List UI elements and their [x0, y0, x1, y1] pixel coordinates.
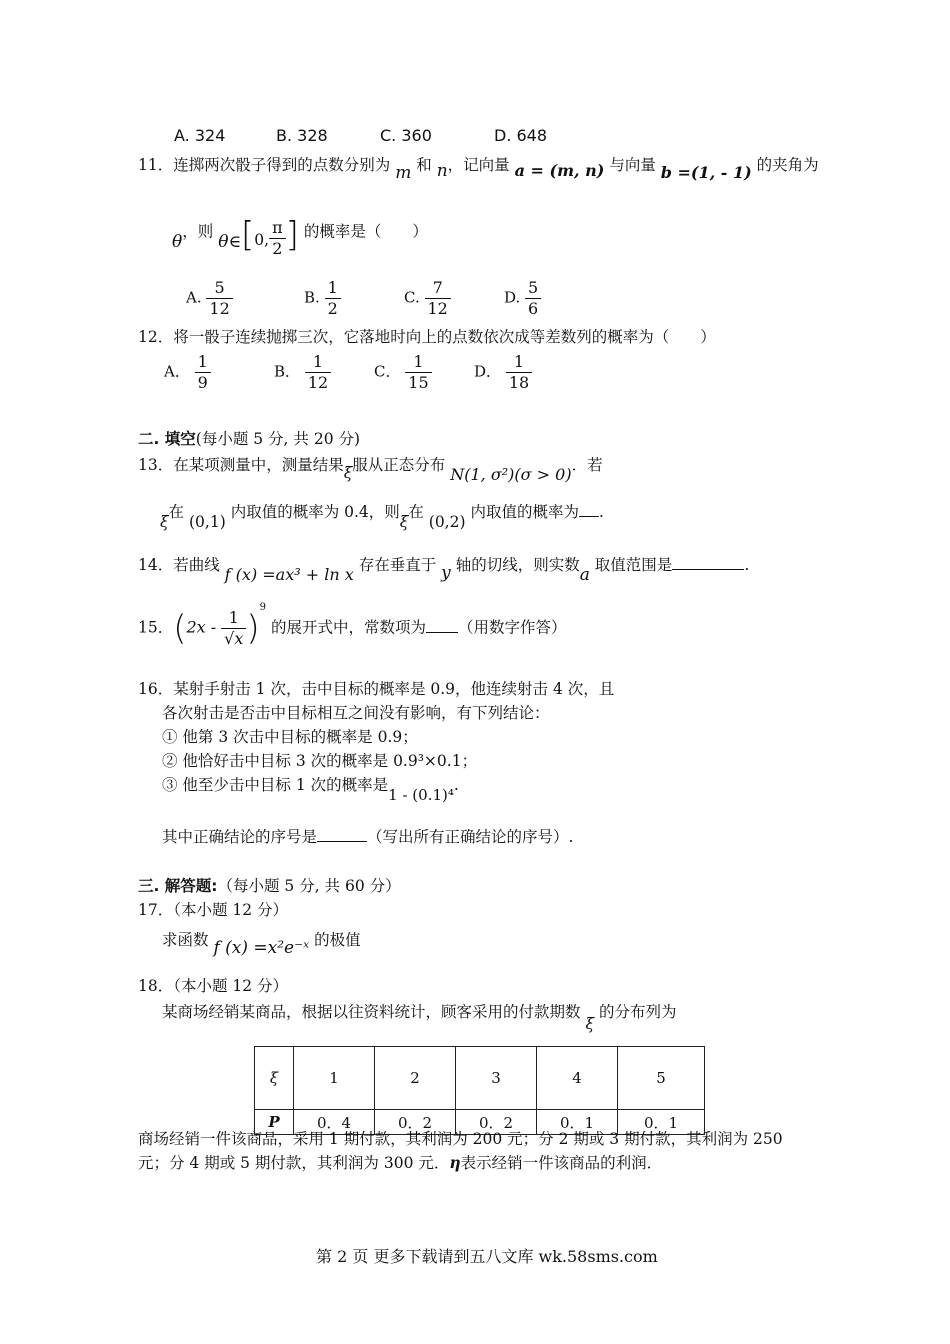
table-cell: 0．2 [375, 1110, 456, 1135]
q12-option-b: B． $\frac{1}{12}$ [274, 352, 331, 393]
q11-line2: θ，则 θ∈[0, $\frac{\pi}{2}$ ] 的概率是（ ） [172, 214, 428, 258]
q18-line1: 某商场经销某商品，根据以往资料统计，顾客采用的付款期数 ξ 的分布列为 [162, 1003, 677, 1033]
q14-question: 14．若曲线 f (x) =ax³ + ln x 存在垂直于 y 轴的切线，则实数a 取值范围是 . [138, 556, 750, 585]
table-header-cell: 1 [294, 1047, 375, 1110]
table-cell: 0．2 [456, 1110, 537, 1135]
table-header-cell: 4 [537, 1047, 618, 1110]
q16-conclusion-2: ② 他恰好击中目标 3 次的概率是 0.9³×0.1； [162, 752, 478, 770]
q10-option-d: D. 648 [494, 126, 548, 145]
table-row [255, 1047, 705, 1110]
q16-answer-line: 其中正确结论的序号是 （写出所有正确结论的序号）. [162, 828, 574, 846]
q18-after-line2: 元；分 4 期或 5 期付款，其利润为 300 元．η表示经销一件该商品的利润． [138, 1153, 663, 1172]
q12-question: 12．将一骰子连续抛掷三次，它落地时向上的点数依次成等差数列的概率为（ ） [138, 328, 716, 346]
q16-line1: 16．某射手射击 1 次，击中目标的概率是 0.9，他连续射击 4 次，且 [138, 680, 615, 698]
q12-option-d: D． $\frac{1}{18}$ [474, 352, 532, 393]
q11-option-b: B. $\frac{1}{2}$ [304, 278, 341, 319]
q17-question: 求函数 f (x) =x²e⁻ˣ 的极值 [162, 931, 361, 958]
q10-option-c: C. 360 [380, 126, 432, 145]
section-3-heading: 三. 解答题:（每小题 5 分, 共 60 分） [138, 877, 401, 895]
table-cell: P [255, 1110, 294, 1135]
q15-question: 15．(2x - $\frac{1}{√x}$ )$^9$ 的展开式中，常数项为 （用数字作答） [138, 602, 567, 649]
q13-line2: ξ在 (0,1) 内取值的概率为 0.4，则ξ在 (0,2) 内取值的概率为 . [160, 503, 604, 531]
distribution-table [254, 1046, 705, 1135]
q11-option-c: C. $\frac{7}{12}$ [404, 278, 451, 319]
q11-line1: 11．连掷两次骰子得到的点数分别为 m 和 n，记向量 a = (m, n) 与向量 b =(1, - 1) 的夹角为 [138, 156, 819, 183]
q17-title: 17．（本小题 12 分） [138, 901, 289, 919]
q12-option-c: C． $\frac{1}{15}$ [374, 352, 432, 393]
table-cell: 0．4 [294, 1110, 375, 1135]
q12-option-a: A． $\frac{1}{9}$ [164, 352, 211, 393]
q11-option-a: A. $\frac{5}{12}$ [186, 278, 233, 319]
table-header-cell: ξ [255, 1047, 294, 1110]
q16-conclusion-1: ① 他第 3 次击中目标的概率是 0.9； [162, 728, 418, 746]
table-header-cell: 3 [456, 1047, 537, 1110]
q16-line2: 各次射击是否击中目标相互之间没有影响，有下列结论： [162, 704, 550, 722]
page-footer: 第 2 页 更多下载请到五八文库 wk.58sms.com [316, 1247, 658, 1266]
table-cell: 0．1 [618, 1110, 705, 1135]
table-header-cell: 2 [375, 1047, 456, 1110]
q16-conclusion-3: ③ 他至少击中目标 1 次的概率是1 - (0.1)⁴. [162, 776, 459, 804]
q13-line1: 13．在某项测量中，测量结果ξ服从正态分布 N(1, σ²)(σ > 0)．若 [138, 456, 603, 484]
q11-option-d: D. $\frac{5}{6}$ [504, 278, 541, 319]
q10-option-a: A. 324 [174, 126, 226, 145]
q18-title: 18．（本小题 12 分） [138, 977, 289, 995]
table-cell: 0．1 [537, 1110, 618, 1135]
q18-after-line1: 商场经销一件该商品，采用 1 期付款，其利润为 200 元；分 2 期或 3 期付款，其利润为 250 [138, 1130, 783, 1148]
section-2-heading: 二. 填空(每小题 5 分, 共 20 分) [138, 430, 361, 448]
table-header-cell: 5 [618, 1047, 705, 1110]
q10-option-b: B. 328 [276, 126, 328, 145]
